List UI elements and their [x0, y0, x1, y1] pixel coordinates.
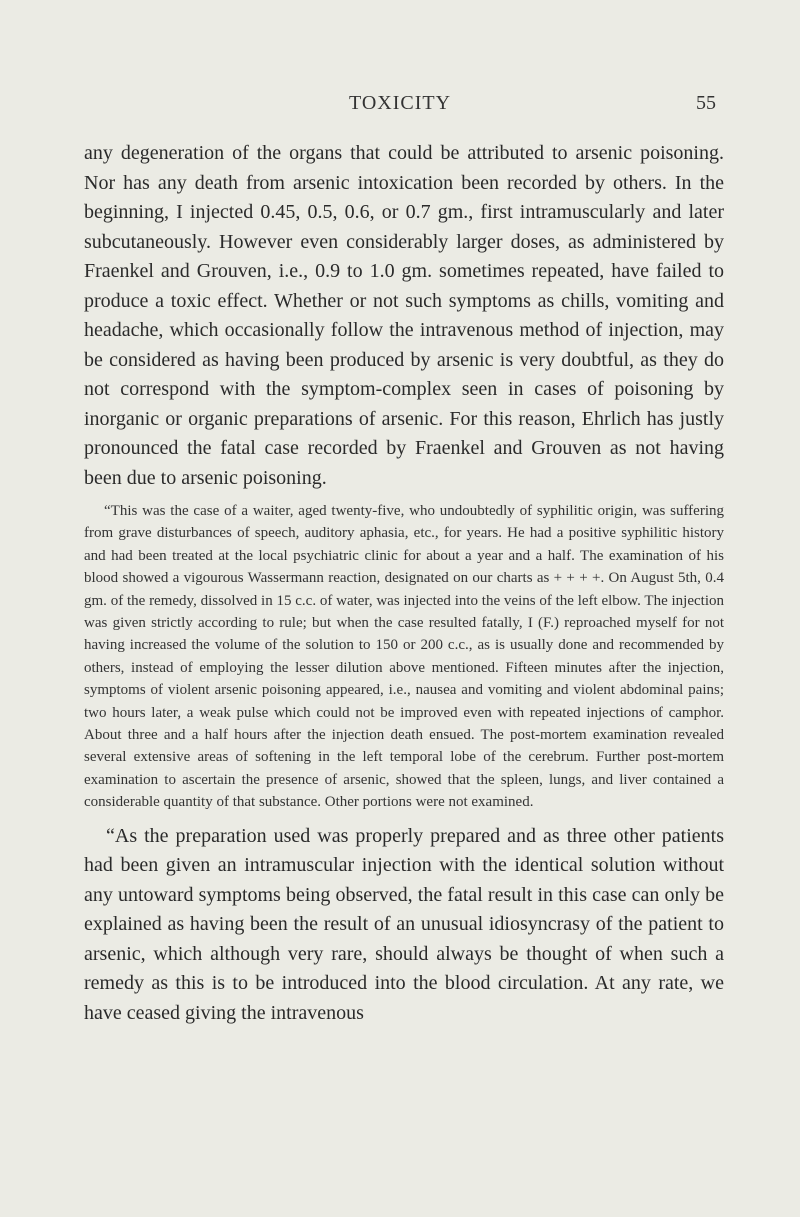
body-paragraph: any degeneration of the organs that could be attributed to arsenic poisoning. Nor has any death from arsenic intoxication been recorded by others. In the beginning, I injected 0.45, 0.5, 0.6, or 0.7 gm., first intramuscularly and later subcutaneously. However even considerably larger doses, as administered by Fraenkel and Grouven, i.e., 0.9 to 1.0 gm. sometimes repeated, have failed to produce a toxic effect. Whether or not such symptoms as chills, vomiting and headache, which occasionally follow the intravenous method of injection, may be considered as having been produced by arsenic is very doubtful, as they do not correspond with the symptom-complex seen in cases of poisoning by inorganic or organic preparations of arsenic. For this reason, Ehrlich has justly pronounced the fatal case recorded by Fraenkel and Grouven as not having been due to arsenic poisoning. [84, 142, 724, 489]
running-head: TOXICITY [348, 92, 452, 114]
body-paragraph-final: “As the preparation used was properly prepared and as three other patients had been given an intramuscular injection with the identical solution without any untoward symptoms being observed, the fatal result in this case can only be explained as having been the result of an unusual idiosyncrasy of the patient to arsenic, which although very rare, should always be thought of when such a remedy as this is to be introduced into the blood circulation. At any rate, we have ceased giving the intravenous [84, 824, 724, 1024]
quote-paragraph: “This was the case of a waiter, aged twenty-five, who undoubtedly of syphilitic origin, was suffering from grave disturbances of speech, auditory aphasia, etc., for years. He had a positive syphilitic history and had been treated at the local psychiatric clinic for about a year and a half. The examination of his blood showed a vigourous Wassermann reaction, designated on our charts as + + + +. On August 5th, 0.4 gm. of the remedy, dissolved in 15 c.c. of water, was injected into the veins of the left elbow. The injection was given strictly according to rule; but when the case resulted fatally, I (F.) reproached myself for not having increased the volume of the solution to 150 or 200 c.c., as is usually done and recommended by others, instead of employing the lesser dilution above mentioned. Fifteen minutes after the injection, symptoms of violent arsenic poisoning appeared, i.e., nausea and vomiting and violent abdominal pains; two hours later, a weak pulse which could not be improved even with repeated injections of camphor. About three and a half hours after the injection death ensued. The post-mortem examination revealed several extensive areas of softening in the left temporal lobe of the cerebrum. Further post-mortem examination to ascertain the presence of arsenic, showed that the spleen, lungs, and liver contained a considerable quantity of that substance. Other portions were not examined. [84, 503, 724, 811]
page-header [84, 92, 716, 118]
page-body [84, 139, 724, 1028]
page-number: 55 [696, 92, 716, 114]
block-quote [84, 500, 724, 814]
